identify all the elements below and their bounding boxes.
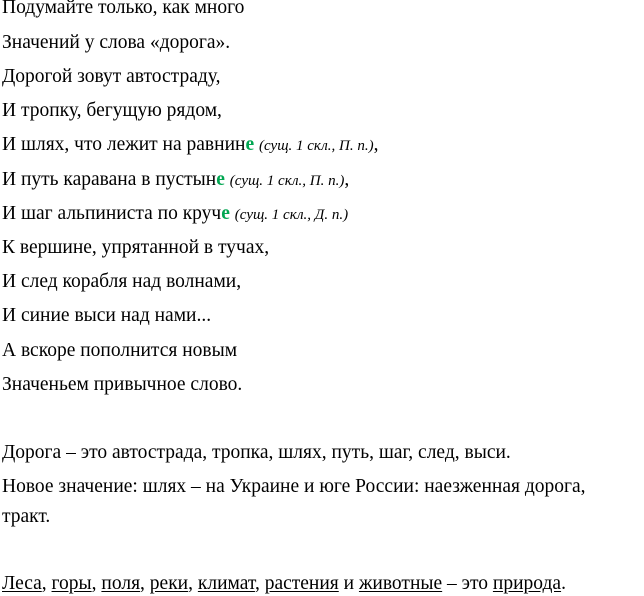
- word-animals: животные: [358, 573, 443, 594]
- word-nature: природа: [492, 573, 562, 594]
- word-mountains: горы: [51, 573, 92, 594]
- ending-highlight: е: [216, 169, 225, 190]
- poem-line-3: Дорогой зовут автостраду,: [2, 66, 221, 87]
- meanings-sentence: Дорога – это автострада, тропка, шлях, путь, шаг, след, выси.: [2, 442, 511, 463]
- punctuation: ,: [344, 169, 350, 190]
- poem-line-5: [2, 133, 378, 158]
- word-fields: поля: [101, 573, 141, 594]
- poem-line-8: К вершине, упрятанной в тучах,: [2, 237, 270, 258]
- new-meaning-line-2: тракт.: [2, 506, 51, 527]
- grammar-note: (сущ. 1 скл., Д. п.): [234, 207, 349, 223]
- word-forests: Леса: [2, 573, 42, 594]
- grammar-note: (сущ. 1 скл., П. п.): [258, 138, 374, 154]
- ending-highlight: е: [221, 203, 230, 224]
- poem-line-4: И тропку, бегущую рядом,: [2, 100, 222, 121]
- poem-line-12: Значеньем привычное слово.: [2, 374, 243, 395]
- ending-highlight: е: [245, 134, 255, 155]
- poem-line-11: А вскоре пополнится новым: [2, 340, 238, 361]
- conjunction: и: [343, 573, 355, 594]
- poem-line-9: И след корабля над волнами,: [2, 271, 242, 292]
- poem-line-7: [2, 202, 348, 227]
- poem-line-2: Значений у слова «дорога».: [2, 32, 231, 53]
- word-rivers: реки: [149, 573, 189, 594]
- poem-line-10: И синие выси над нами...: [2, 305, 212, 326]
- grammar-note: (сущ. 1 скл., П. п.): [229, 173, 345, 189]
- punctuation: ,: [373, 134, 379, 155]
- word-plants: растения: [264, 573, 339, 594]
- poem-line-5-text: И шлях, что лежит на равнин: [2, 134, 246, 155]
- nature-sentence: Леса, горы, поля, реки, климат, растения и животные – это природа.: [2, 573, 566, 594]
- poem-line-6: [2, 168, 349, 193]
- dash-text: – это: [447, 573, 489, 594]
- poem-line-7-text: И шаг альпиниста по круч: [2, 203, 222, 224]
- poem-line-1: Подумайте только, как много: [2, 0, 245, 18]
- poem-line-6-text: И путь каравана в пустын: [2, 169, 217, 190]
- word-climate: климат: [197, 573, 255, 594]
- new-meaning-line-1: Новое значение: шлях – на Украине и юге России: наезженная дорога,: [2, 476, 586, 497]
